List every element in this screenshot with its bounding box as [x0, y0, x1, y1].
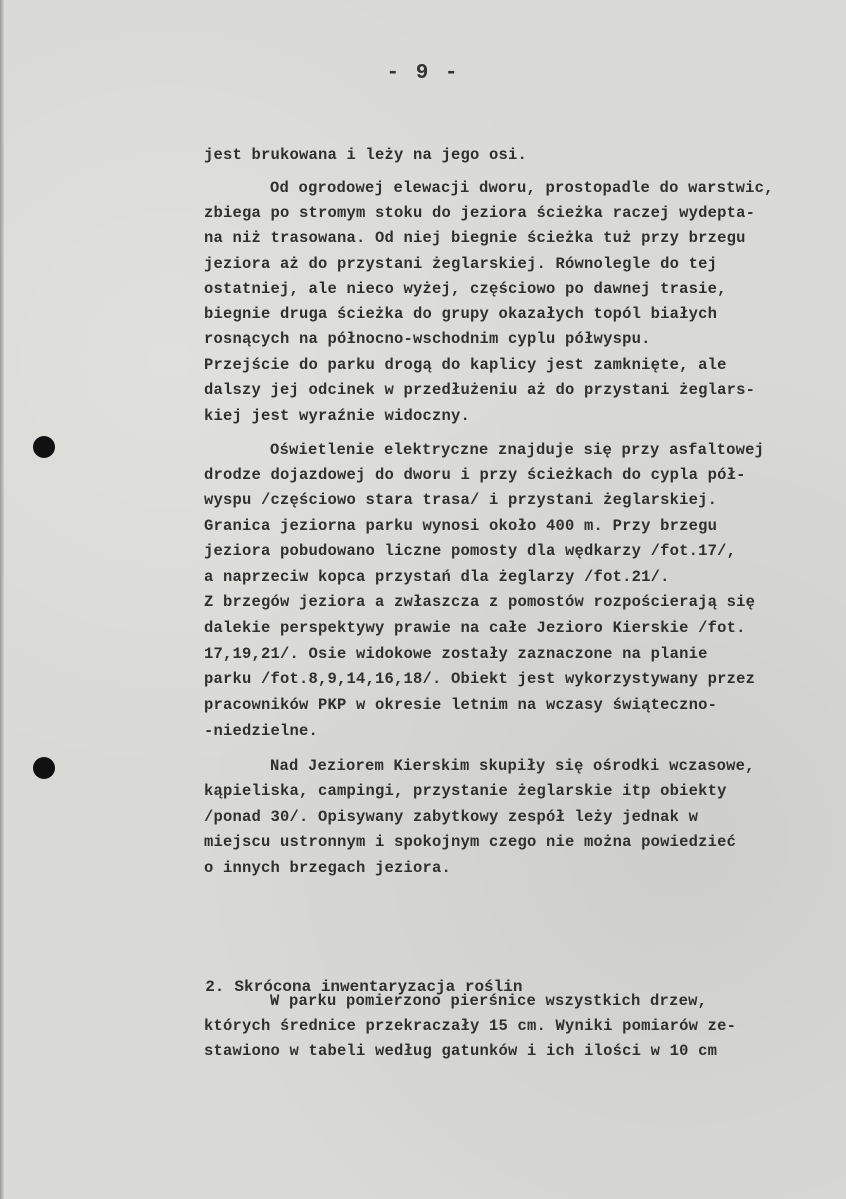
text-line: kąpieliska, campingi, przystanie żeglarskie itp obiekty [204, 782, 727, 800]
text-line: Od ogrodowej elewacji dworu, prostopadle do warstwic, [270, 179, 774, 197]
section-number: 2. [205, 978, 225, 996]
text-line: jest brukowana i leży na jego osi. [204, 146, 528, 164]
text-line: 17,19,21/. Osie widokowe zostały zaznaczone na planie [204, 645, 708, 663]
punch-hole [33, 757, 55, 779]
text-line: a naprzeciw kopca przystań dla żeglarzy /fot.21/. [204, 568, 670, 586]
text-line: wyspu /częściowo stara trasa/ i przystani żeglarskiej. [204, 491, 718, 509]
text-line: dalszy jej odcinek w przedłużeniu aż do przystani żeglars- [204, 381, 756, 399]
text-line: rosnących na północno-wschodnim cyplu półwyspu. [204, 330, 651, 348]
text-line: jeziora pobudowano liczne pomosty dla wędkarzy /fot.17/, [204, 542, 737, 560]
text-line: jeziora aż do przystani żeglarskiej. Równolegle do tej [204, 255, 718, 273]
text-line: Granica jeziorna parku wynosi około 400 m. Przy brzegu [204, 517, 718, 535]
text-line: na niż trasowana. Od niej biegnie ścieżka tuż przy brzegu [204, 229, 746, 247]
text-line: parku /fot.8,9,14,16,18/. Obiekt jest wykorzystywany przez [204, 670, 756, 688]
scan-edge [0, 0, 4, 1199]
text-line: -niedzielne. [204, 722, 319, 740]
text-line: miejscu ustronnym i spokojnym czego nie można powiedzieć [204, 833, 737, 851]
text-line: Nad Jeziorem Kierskim skupiły się ośrodki wczasowe, [270, 757, 755, 775]
text-line: ostatniej, ale nieco wyżej, częściowo po dawnej trasie, [204, 280, 727, 298]
text-line: pracowników PKP w okresie letnim na wczasy świąteczno- [204, 696, 718, 714]
text-line: zbiega po stromym stoku do jeziora ścieżka raczej wydepta- [204, 204, 756, 222]
text-line: /ponad 30/. Opisywany zabytkowy zespół leży jednak w [204, 808, 699, 826]
text-line: Przejście do parku drogą do kaplicy jest zamknięte, ale [204, 356, 727, 374]
section-title: Skrócona inwentaryzacja roślin [234, 978, 523, 996]
page-number: - 9 - [386, 62, 460, 85]
text-line: Z brzegów jeziora a zwłaszcza z pomostów rozpościerają się [204, 593, 756, 611]
text-line: Oświetlenie elektryczne znajduje się przy asfaltowej [270, 441, 765, 459]
punch-hole [33, 436, 55, 458]
text-line: stawiono w tabeli według gatunków i ich ilości w 10 cm [204, 1042, 718, 1060]
text-line: dalekie perspektywy prawie na całe Jezioro Kierskie /fot. [204, 619, 746, 637]
section-heading [186, 960, 522, 996]
text-line: kiej jest wyraźnie widoczny. [204, 407, 471, 425]
text-line: których średnice przekraczały 15 cm. Wyniki pomiarów ze- [204, 1017, 737, 1035]
text-line: o innych brzegach jeziora. [204, 859, 452, 877]
text-line: drodze dojazdowej do dworu i przy ścieżkach do cypla pół- [204, 466, 746, 484]
text-line: W parku pomierzono pierśnice wszystkich drzew, [270, 992, 708, 1010]
text-line: biegnie druga ścieżka do grupy okazałych topól białych [204, 305, 718, 323]
